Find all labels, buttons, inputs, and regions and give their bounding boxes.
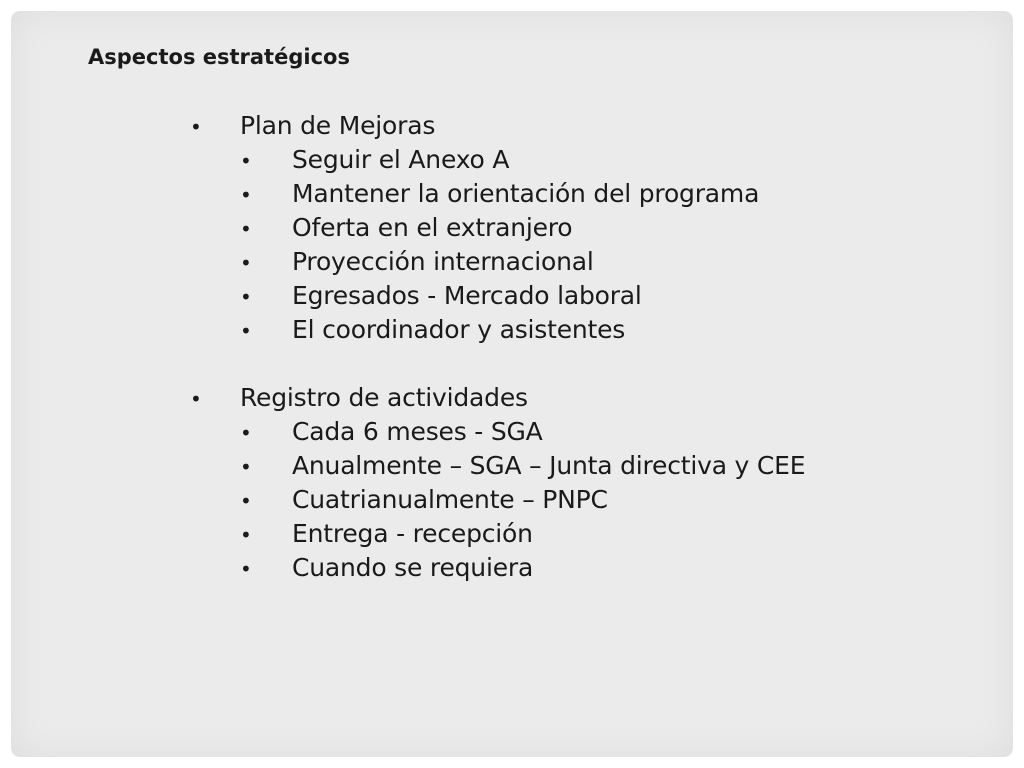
slide — [11, 11, 1013, 757]
bullet-icon: • — [240, 217, 252, 241]
section-heading-registro-de-actividades: Registro de actividades — [240, 383, 528, 412]
bullet-icon: • — [240, 149, 252, 173]
section-heading-plan-de-mejoras: Plan de Mejoras — [240, 111, 436, 140]
slide-title: Aspectos estratégicos — [88, 45, 350, 69]
bullet-icon: • — [240, 489, 252, 513]
bullet-icon: • — [240, 557, 252, 581]
bullet-icon: • — [190, 115, 202, 139]
list-item: Mantener la orientación del programa — [292, 179, 760, 208]
bullet-icon: • — [240, 319, 252, 343]
list-item: Entrega - recepción — [292, 519, 533, 548]
list-item: El coordinador y asistentes — [292, 315, 626, 344]
list-item: Proyección internacional — [292, 247, 594, 276]
bullet-icon: • — [190, 387, 202, 411]
list-item: Cuando se requiera — [292, 553, 534, 582]
bullet-icon: • — [240, 251, 252, 275]
list-item: Egresados - Mercado laboral — [292, 281, 642, 310]
list-item: Seguir el Anexo A — [292, 145, 510, 174]
bullet-icon: • — [240, 455, 252, 479]
bullet-icon: • — [240, 421, 252, 445]
list-item: Oferta en el extranjero — [292, 213, 573, 242]
bullet-icon: • — [240, 183, 252, 207]
list-item: Anualmente – SGA – Junta directiva y CEE — [292, 451, 806, 480]
bullet-icon: • — [240, 523, 252, 547]
list-item: Cada 6 meses - SGA — [292, 417, 543, 446]
bullet-icon: • — [240, 285, 252, 309]
list-item: Cuatrianualmente – PNPC — [292, 485, 608, 514]
slide-content — [11, 11, 1013, 757]
